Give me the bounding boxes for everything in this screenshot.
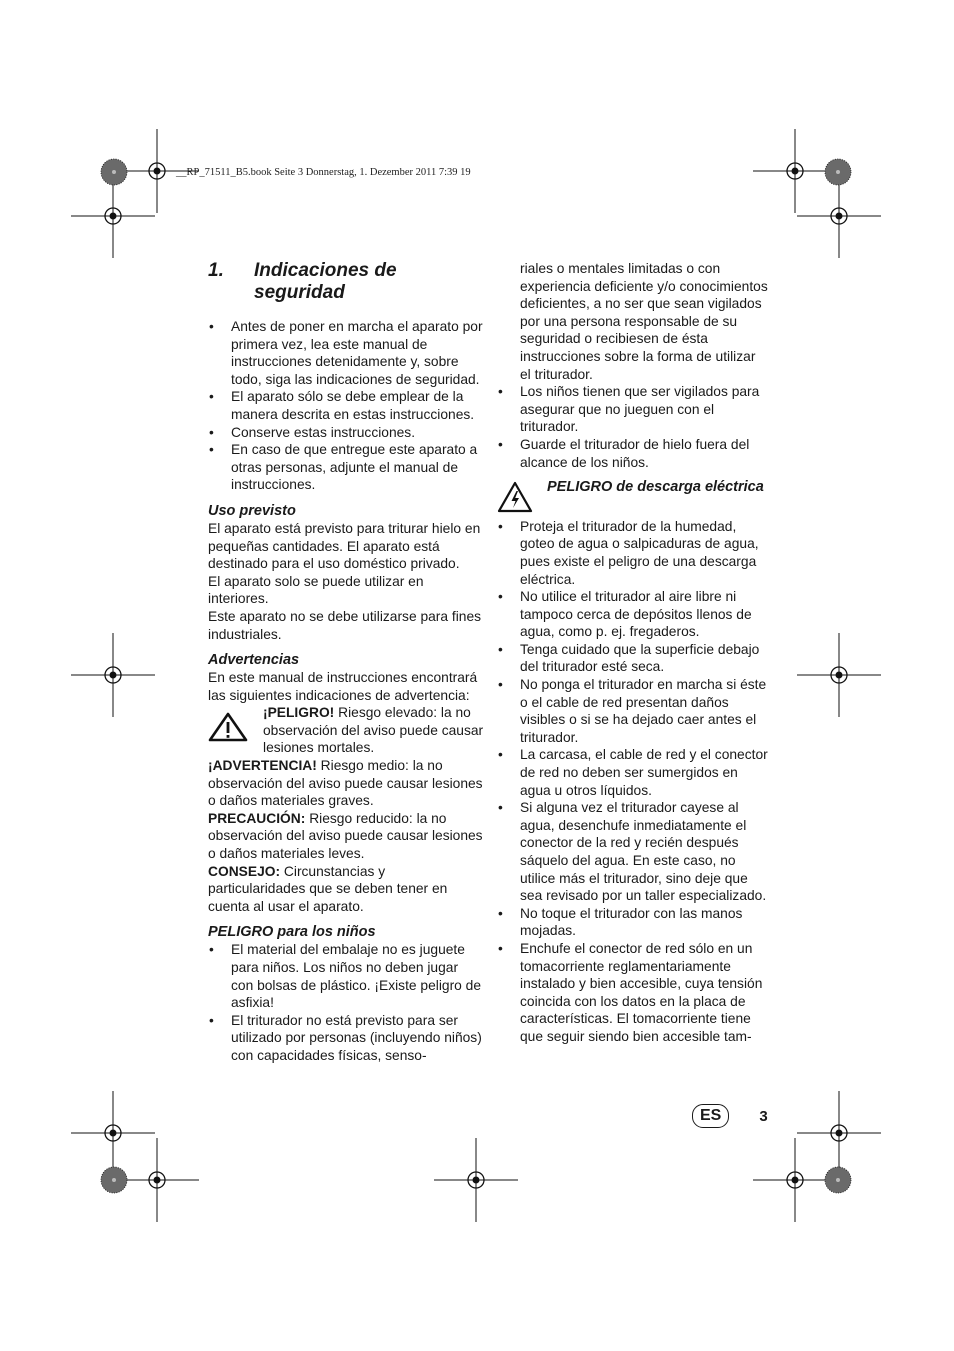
peligro-description: Riesgo elevado: la no observación del aviso puede causar lesiones mortales. [263,705,484,756]
warning-level-item [208,810,484,863]
list-item: • En caso de que entregue este aparato a otras personas, adjunte el manual de instrucciones. [208,441,484,494]
warning-level-description: Riesgo reducido: la no observación del aviso puede causar lesiones o daños materiales leves. [208,810,483,862]
list-item: • No ponga el triturador en marcha si éste o el cable de red presentan daños visibles o si se ha dejado caer antes el triturador. [497,676,769,746]
paragraph: El aparato está previsto para triturar hielo en pequeñas cantidades. El aparato está destinado para el uso doméstico privado. [208,520,481,572]
ninos-bullet-2-continued: riales o mentales limitadas o con experiencia deficiente y/o conocimientos deficientes, a no ser que sean vigilados por una persona responsable de su seguridad o recibiesen de ésta instrucciones sobre la forma de utilizar el triturador. [520,261,768,382]
advertencias-intro: En este manual de instrucciones encontrará las siguientes indicaciones de advertencia: [208,670,478,703]
starburst-bottom-left [101,1167,127,1193]
warning-triangle-icon [208,704,258,747]
crosshair-right-lower [797,1091,881,1175]
paragraph: Este aparato no se debe utilizarse para fines industriales. [208,608,482,642]
advertencias-heading: Advertencias [208,652,300,669]
list-item: • Guarde el triturador de hielo fuera del alcance de los niños. [497,436,769,471]
crosshair-right-middle [797,633,881,717]
descarga-heading-row [497,477,769,518]
warning-level-label: ¡ADVERTENCIA! [208,758,317,774]
ninos-bullet-2-part-1: El triturador no está previsto para ser utilizado por personas (incluyendo niños) con capacidades físicas, senso- [231,1012,482,1063]
list-item: • No toque el triturador con las manos mojadas. [497,905,769,940]
list-item: • Tenga cuidado que la superficie debajo del triturador esté seca. [497,641,769,676]
starburst-top-left [101,159,127,185]
crosshair-bottom-center [434,1138,518,1222]
list-item: • El material del embalaje no es juguete para niños. Los niños no deben jugar con bolsas de plástico. ¡Existe peligro de asfixia! [208,941,484,1011]
warning-level-description: Circunstancias y particularidades que se deben tener en cuenta al usar el aparato. [208,863,448,914]
warning-level-item [208,863,484,916]
warning-level-item [208,757,484,810]
list-item: • La carcasa, el cable de red y el conector de red no deben ser sumergidos en agua u otros líquidos. [497,746,769,799]
intro-bullet-list [208,318,484,494]
page-number: 3 [759,1107,768,1125]
ninos-bullet-list [208,941,484,1064]
uso-previsto-heading: Uso previsto [208,502,296,519]
language-badge: ES [692,1104,729,1128]
peligro-text [258,704,484,757]
list-item: • Los niños tienen que ser vigilados para asegurar que no jueguen con el triturador. [497,383,769,436]
crosshair-top-right [753,129,837,213]
crosshair-bottom-right [753,1138,837,1222]
list-item: • El aparato sólo se debe emplear de la manera descrita en estas instrucciones. [208,388,484,423]
column-right [497,260,769,1046]
ninos-bullet-list-continued [497,383,769,471]
uso-previsto-body [208,520,484,643]
ninos-heading: PELIGRO para los niños [208,924,376,941]
crosshair-left-upper [71,174,155,258]
section-title-text: Indicaciones de seguridad [254,260,397,303]
list-item: • No utilice el triturador al aire libre ni tampoco cerca de depósitos llenos de agua, como p. ej. fregaderos. [497,588,769,641]
paragraph: El aparato solo se puede utilizar en interiores. [208,573,424,607]
crosshair-bottom-left [115,1138,199,1222]
peligro-label: ¡PELIGRO! [263,705,335,721]
starburst-bottom-right [825,1167,851,1193]
list-item: • Antes de poner en marcha el aparato por primera vez, lea este manual de instrucciones detenidamente y, sobre todo, siga las indicaciones de seguridad. [208,318,484,388]
warning-levels-list [208,757,484,915]
peligro-warning [208,704,484,757]
list-item: • Enchufe el conector de red sólo en un tomacorriente reglamentariamente instalado y bien accesible, cuya tensión coincida con los datos en la placa de características. El tomacorriente tiene que seguir siendo bien accesible tam- [497,940,769,1046]
list-item: • Si alguna vez el triturador cayese al agua, desenchufe inmediatamente el conector de la red y recién después sáquelo del agua. En este caso, no utilice más el triturador, sino deje que sea revisado por un taller especializado. [497,799,769,905]
list-item: • Conserve estas instrucciones. [208,424,484,442]
starburst-top-right [825,159,851,185]
print-header: __RP_71511_B5.book Seite 3 Donnerstag, 1. Dezember 2011 7:39 19 [176,167,471,178]
crosshair-right-upper [797,174,881,258]
section-number: 1. [208,260,224,281]
column-left [208,260,484,1065]
electric-shock-warning-icon [497,477,539,518]
descarga-heading: PELIGRO de descarga eléctrica [547,479,764,496]
warning-level-label: PRECAUCIÓN: [208,810,306,826]
list-item: • Proteja el triturador de la humedad, goteo de agua o salpicaduras de agua, pues existe el peligro de una descarga eléctrica. [497,518,769,588]
crosshair-left-lower [71,1091,155,1175]
page-footer [692,1104,768,1128]
section-title [208,260,484,304]
list-item [208,1012,484,1065]
descarga-bullet-list [497,518,769,1046]
crosshair-left-middle [71,633,155,717]
warning-level-label: CONSEJO: [208,863,281,879]
warning-level-description: Riesgo medio: la no observación del aviso puede causar lesiones o daños materiales graves. [208,758,483,809]
